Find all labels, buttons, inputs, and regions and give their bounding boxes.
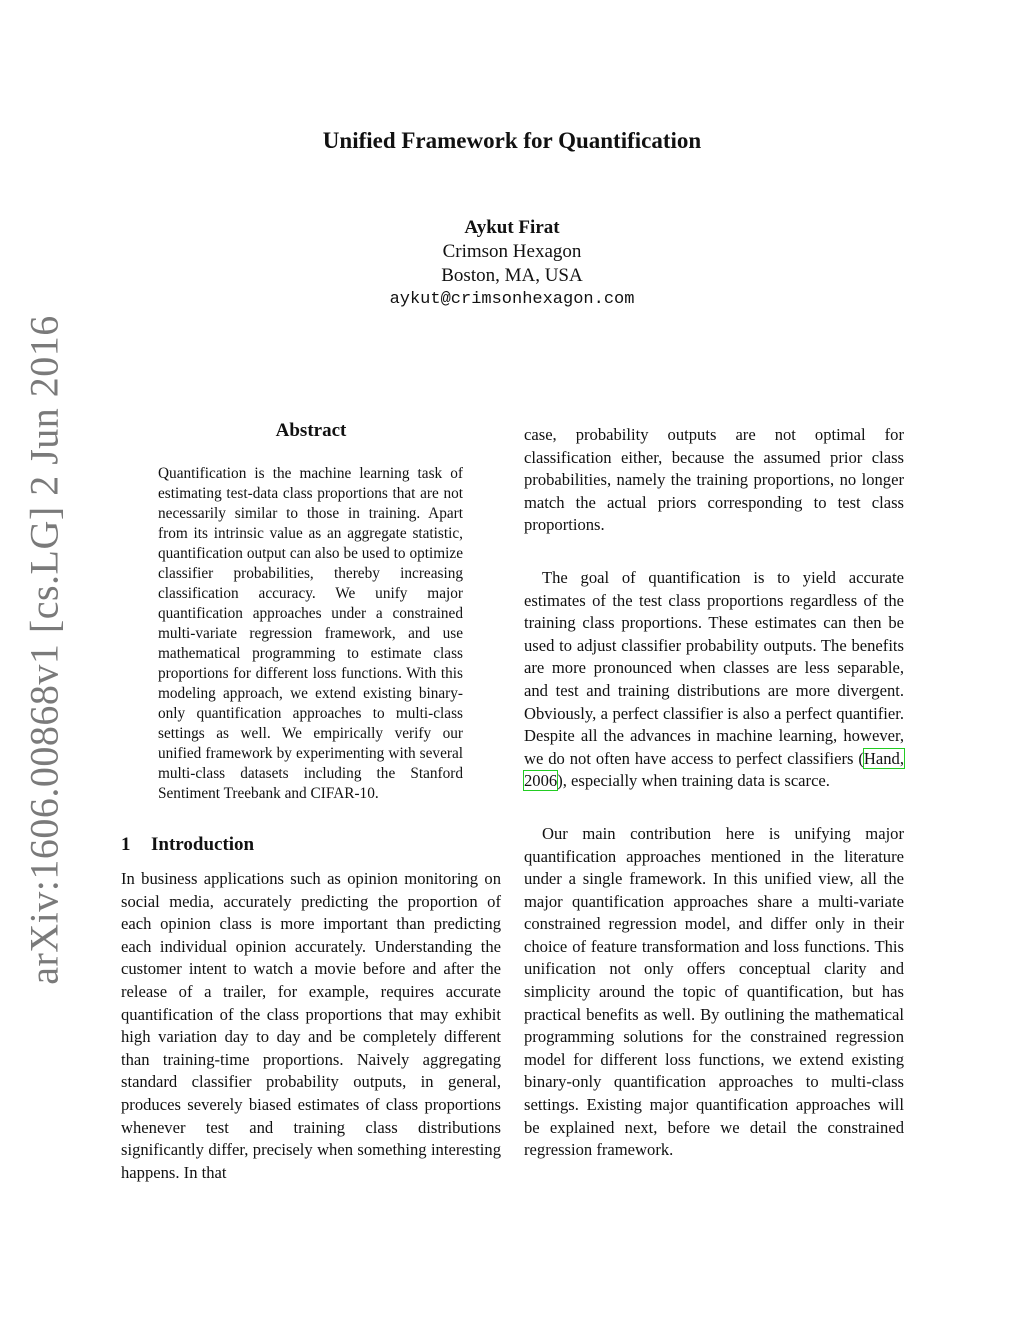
abstract-heading: Abstract xyxy=(275,420,347,441)
author-location: Boston, MA, USA xyxy=(441,265,583,286)
intro-paragraph-1-continued: case, probability outputs are not optimal for classification either, because the assumed prior class probabilities, namely the training proportions, no longer match the actual priors corresponding to test class proportions. xyxy=(524,425,904,535)
left-column xyxy=(121,420,501,1184)
arxiv-side-stamp: arXiv:1606.00868v1 [cs.LG] 2 Jun 2016 xyxy=(21,315,67,985)
paper-title: Unified Framework for Quantification xyxy=(322,128,702,153)
intro-paragraph-3: Our main contribution here is unifying major quantification approaches mentioned in the literature under a single framework. In this unified view, all the major quantification approaches share a multi-variate constrained regression model, and differ only in their choice of feature transformation and loss functions. This unification not only offers conceptual clarity and simplicity around the topic of quantification, but has practical benefits as well. By outlining the mathematical programming solutions for the constrained regression model for different loss functions, we extend existing binary-only quantification approaches to multi-class settings. Existing major quantification approaches will be explained next, before we detail the constrained regression framework. xyxy=(524,823,904,1160)
paragraph-2-text-start: The goal of quantification is to yield accurate estimates of the test class proportions regardless of the training class proportions. These estimates can then be used to adjust classifier probability outputs. The benefits are more pronounced when classes are less separable, and test and training distributions are more divergent. Obviously, a perfect classifier is also a perfect quantifier. Despite all the advances in machine learning, however, we do not often have access to perfect classifiers ( xyxy=(524,567,904,768)
section-title: Introduction xyxy=(151,834,255,855)
abstract-text: Quantification is the machine learning task of estimating test-data class proportions that are not necessarily similar to those in training. Apart from its intrinsic value as an aggregate statistic, quantification output can also be used to optimize classifier probabilities, thereby increasing classification accuracy. We unify major quantification approaches under a constrained multi-variate regression framework, and use mathematical programming to estimate class proportions for different loss functions. With this modeling approach, we extend existing binary-only quantification approaches to multi-class settings as well. We empirically verify our unified framework by experimenting with several multi-class datasets including the Stanford Sentiment Treebank and CIFAR-10. xyxy=(158,465,463,802)
citation-link-hand-2006[interactable]: Hand, 2006 xyxy=(524,748,904,791)
intro-paragraph-1: In business applications such as opinion monitoring on social media, accurately predicting the proportion of each opinion class is more important than predicting each individual opinion accurately. Understanding the customer intent to watch a movie before and after the release of a trailer, for example, requires accurate quantification of the class proportions that may exhibit high variation day to day and be completely different than training-time proportions. Naively aggregating standard classifier probability outputs, in general, produces severely biased estimates of class proportions whenever test and training class distributions significantly differ, precisely when something interesting happens. In that xyxy=(121,869,501,1182)
intro-paragraph-2 xyxy=(524,567,904,793)
section-heading-introduction xyxy=(121,834,501,856)
section-number: 1 xyxy=(121,834,131,855)
paragraph-2-text-end: ), especially when training data is scarce. xyxy=(557,771,830,791)
author-name: Aykut Firat xyxy=(464,217,560,238)
author-block xyxy=(0,216,1024,312)
right-column xyxy=(524,424,904,1162)
author-email: aykut@crimsonhexagon.com xyxy=(389,290,635,309)
author-affiliation: Crimson Hexagon xyxy=(442,241,582,262)
